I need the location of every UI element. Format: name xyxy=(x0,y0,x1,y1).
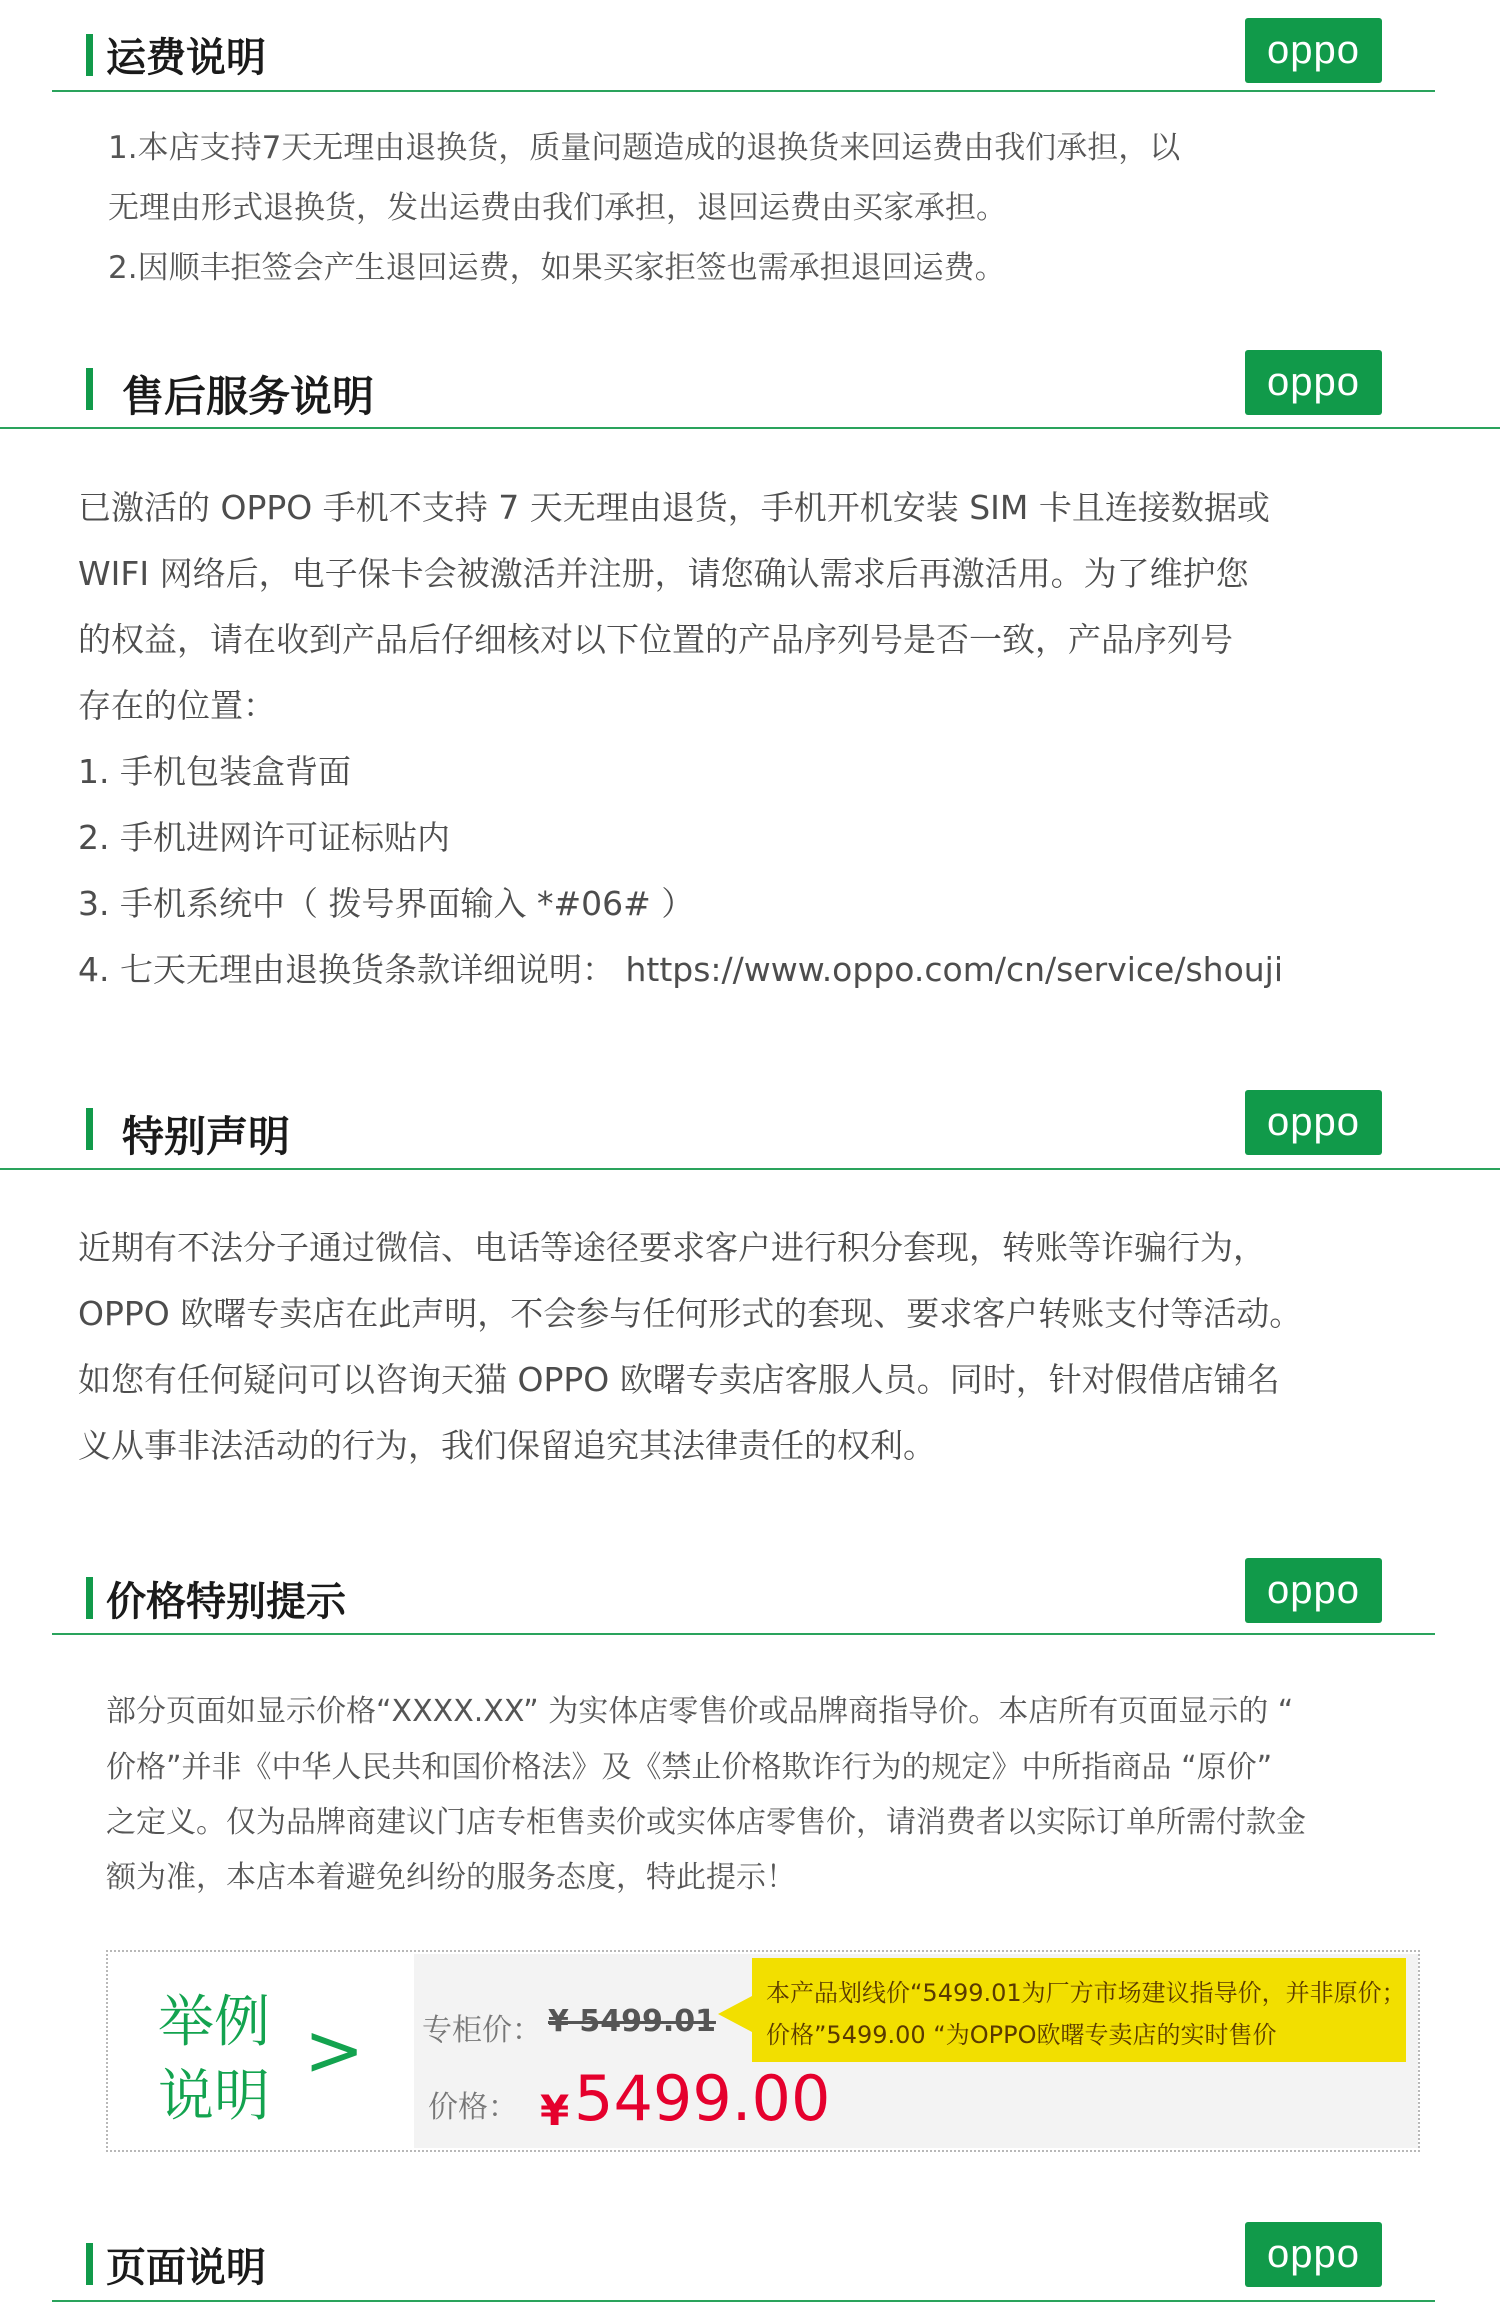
tip-pointer xyxy=(718,1996,752,2032)
after-sales-title: 售后服务说明 xyxy=(122,372,375,421)
oppo-logo: oppo xyxy=(1245,1558,1382,1623)
page-notice-title: 页面说明 xyxy=(106,2245,266,2291)
after-sales-line-5: 1. 手机包装盒背面 xyxy=(78,752,351,791)
oppo-logo: oppo xyxy=(1245,350,1382,415)
oppo-logo: oppo xyxy=(1245,1090,1382,1155)
special-notice-title: 特别声明 xyxy=(122,1112,291,1161)
price-value: 5499.00 xyxy=(574,2062,831,2135)
price-notice-line-3: 之定义。仅为品牌商建议门店专柜售卖价或实体店零售价，请消费者以实际订单所需付款金 xyxy=(106,1805,1306,1840)
section-divider xyxy=(0,1168,1500,1170)
heading-accent-bar xyxy=(86,1577,93,1619)
oppo-logo: oppo xyxy=(1245,2222,1382,2287)
special-notice-line-3: 如您有任何疑问可以咨询天猫 OPPO 欧曙专卖店客服人员。同时，针对假借店铺名 xyxy=(78,1360,1280,1399)
counter-price-label: 专柜价： xyxy=(422,2013,542,2048)
heading-accent-bar xyxy=(86,2243,93,2285)
price-notice-line-2: 价格”并非《中华人民共和国价格法》及《禁止价格欺诈行为的规定》中所指商品 “原价” xyxy=(106,1750,1273,1785)
price-label: 价格： xyxy=(428,2090,518,2125)
price-tip-callout xyxy=(752,1958,1406,2062)
chevron-right-icon: > xyxy=(304,2008,365,2092)
after-sales-line-2: WIFI 网络后，电子保卡会被激活并注册，请您确认需求后再激活用。为了维护您 xyxy=(78,554,1249,593)
counter-price-value: ¥ 5499.01 xyxy=(548,2004,716,2039)
section-divider xyxy=(52,90,1435,92)
heading-accent-bar xyxy=(86,34,93,76)
after-sales-line-3: 的权益，请在收到产品后仔细核对以下位置的产品序列号是否一致，产品序列号 xyxy=(78,620,1233,659)
price-notice-line-4: 额为准，本店本着避免纠纷的服务态度，特此提示！ xyxy=(106,1860,796,1895)
after-sales-line-6: 2. 手机进网许可证标贴内 xyxy=(78,818,450,857)
shipping-line-2: 无理由形式退换货，发出运费由我们承担，退回运费由买家承担。 xyxy=(108,190,1007,226)
shipping-line-3: 2.因顺丰拒签会产生退回运费，如果买家拒签也需承担退回运费。 xyxy=(108,250,1006,286)
price-notice-title: 价格特别提示 xyxy=(106,1579,346,1625)
after-sales-line-7: 3. 手机系统中（ 拨号界面输入 *#06# ） xyxy=(78,884,695,923)
example-label-line2: 说明 xyxy=(158,2064,270,2129)
section-divider xyxy=(0,427,1500,429)
price-notice-line-1: 部分页面如显示价格“XXXX.XX” 为实体店零售价或品牌商指导价。本店所有页面显示的 “ xyxy=(106,1694,1294,1729)
after-sales-line-1: 已激活的 OPPO 手机不支持 7 天无理由退货，手机开机安装 SIM 卡且连接数据或 xyxy=(78,488,1270,527)
section-divider xyxy=(52,1633,1435,1635)
special-notice-line-2: OPPO 欧曙专卖店在此声明，不会参与任何形式的套现、要求客户转账支付等活动。 xyxy=(78,1294,1303,1333)
after-sales-line-8: 4. 七天无理由退换货条款详细说明： https://www.oppo.com/cn/service/shouji xyxy=(78,950,1284,989)
price-symbol: ¥ xyxy=(540,2086,570,2135)
special-notice-line-1: 近期有不法分子通过微信、电话等途径要求客户进行积分套现，转账等诈骗行为， xyxy=(78,1228,1266,1267)
oppo-logo: oppo xyxy=(1245,18,1382,83)
section-divider xyxy=(52,2300,1435,2302)
tip-line-2: 价格”5499.00 “为OPPO欧曙专卖店的实时售价 xyxy=(766,2021,1277,2049)
tip-line-1: 本产品划线价“5499.01为厂方市场建议指导价，并非原价； xyxy=(766,1979,1406,2007)
shipping-line-1: 1.本店支持7天无理由退换货，质量问题造成的退换货来回运费由我们承担，以 xyxy=(108,130,1181,166)
shipping-title: 运费说明 xyxy=(106,35,266,81)
heading-accent-bar xyxy=(86,1108,93,1150)
after-sales-line-4: 存在的位置： xyxy=(78,686,276,725)
special-notice-line-4: 义从事非法活动的行为，我们保留追究其法律责任的权利。 xyxy=(78,1426,936,1465)
heading-accent-bar xyxy=(86,368,93,410)
example-label-line1: 举例 xyxy=(158,1990,270,2055)
